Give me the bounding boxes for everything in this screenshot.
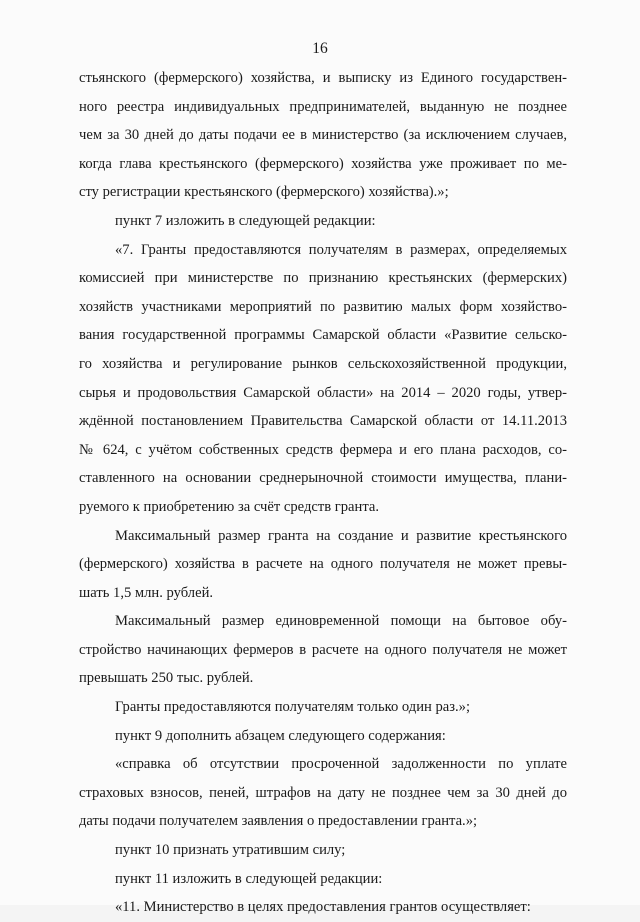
text-line: ставленного на основании среднерыночной стоимости имущества, плани- — [79, 470, 567, 487]
document-body — [79, 64, 567, 922]
text-line: Гранты предоставляются получателям только один раз.»; — [115, 699, 471, 716]
text-line: шать 1,5 млн. рублей. — [79, 584, 214, 601]
text-line: (фермерского) хозяйства в расчете на одного получателя не может превы- — [79, 556, 567, 573]
text-line: ного реестра индивидуальных предпринимателей, выданную не позднее — [79, 98, 567, 115]
text-line: комиссией при министерстве по признанию крестьянских (фермерских) — [79, 270, 567, 287]
text-line: хозяйств участниками мероприятий по развитию малых форм хозяйство- — [79, 298, 567, 315]
text-line: стройство начинающих фермеров в расчете на одного получателя не может — [79, 641, 567, 658]
text-line: № 624, с учётом собственных средств фермера и его плана расходов, со- — [79, 441, 567, 458]
text-line: пункт 11 изложить в следующей редакции: — [115, 870, 383, 887]
text-line: Максимальный размер единовременной помощи на бытовое обу- — [115, 613, 567, 630]
text-line: вания государственной программы Самарской области «Развитие сельско- — [79, 327, 567, 344]
text-line: Максимальный размер гранта на создание и развитие крестьянского — [115, 527, 567, 544]
text-line: го хозяйства и регулирование рынков сельскохозяйственной продукции, — [79, 355, 567, 372]
text-line: руемого к приобретению за счёт средств гранта. — [79, 498, 380, 515]
text-line: чем за 30 дней до даты подачи ее в министерство (за исключением случаев, — [79, 127, 567, 144]
text-line: когда глава крестьянского (фермерского) хозяйства уже проживает по ме- — [79, 155, 567, 172]
text-line: сту регистрации крестьянского (фермерского) хозяйства).»; — [79, 184, 449, 201]
text-line: пункт 9 дополнить абзацем следующего содержания: — [115, 727, 446, 744]
text-line: пункт 10 признать утратившим силу; — [115, 842, 346, 859]
page-number: 16 — [312, 40, 328, 57]
text-line: ждённой постановлением Правительства Самарской области от 14.11.2013 — [79, 413, 567, 430]
text-line: «11. Министерство в целях предоставления грантов осуществляет: — [115, 899, 531, 916]
text-line: сырья и продовольствия Самарской области» на 2014 – 2020 годы, утвер- — [79, 384, 567, 401]
text-line: пункт 7 изложить в следующей редакции: — [115, 212, 376, 229]
text-line: даты подачи получателем заявления о предоставлении гранта.»; — [79, 813, 478, 830]
text-line: стьянского (фермерского) хозяйства, и выписку из Единого государствен- — [79, 70, 567, 86]
text-line: страховых взносов, пеней, штрафов на дату не позднее чем за 30 дней до — [79, 784, 567, 801]
text-line: «7. Гранты предоставляются получателям в размерах, определяемых — [115, 241, 567, 258]
text-line: превышать 250 тыс. рублей. — [79, 670, 254, 687]
text-line: «справка об отсутствии просроченной задолженности по уплате — [115, 756, 567, 773]
